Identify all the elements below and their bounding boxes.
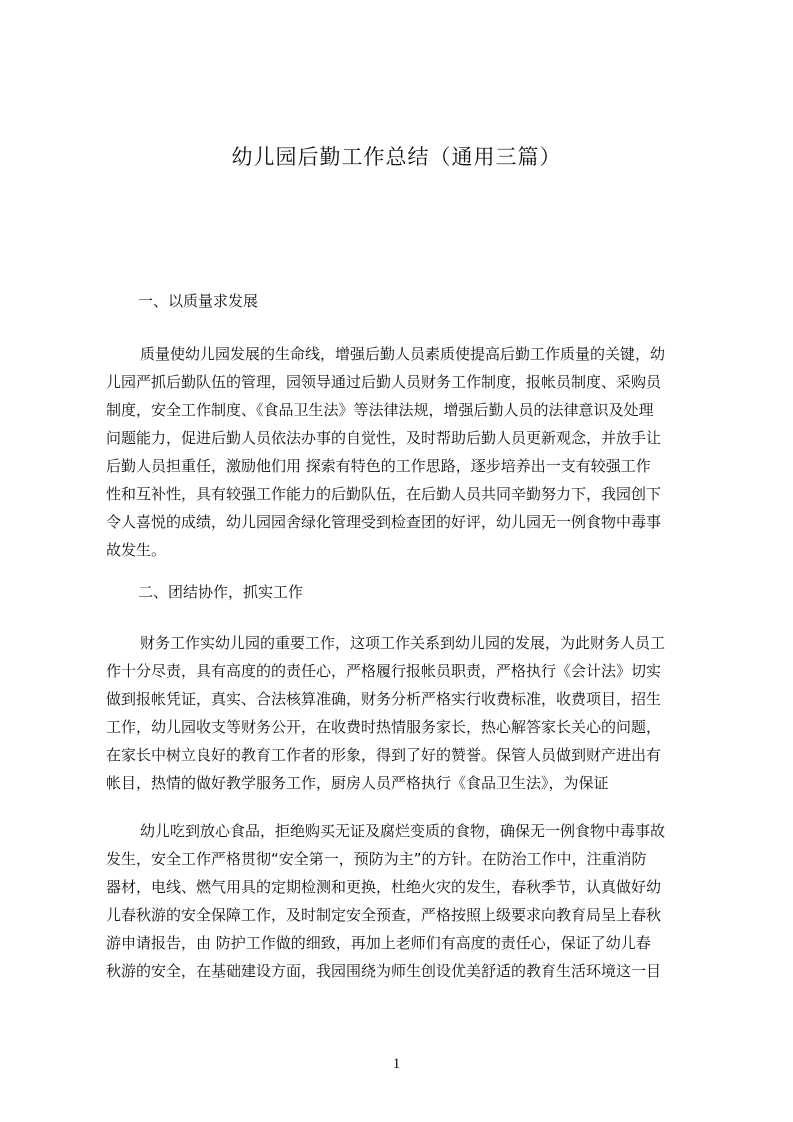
paragraph-2: [106, 629, 702, 797]
page-number: 1: [392, 1056, 401, 1072]
paragraph-line: 游申请报告，由 防护工作做的细致，再加上老师们有高度的责任心，保证了幼儿春: [106, 934, 651, 952]
paragraph-3: [106, 817, 702, 985]
paragraph-line: 帐目，热情的做好教学服务工作，厨房人员严格执行《食品卫生法》，为保证: [106, 774, 609, 792]
paragraph-line: 在家长中树立良好的教育工作者的形象，得到了好的赞誉。保管人员做到财产进出有: [106, 746, 662, 764]
paragraph-line: 问题能力，促进后勤人员依法办事的自觉性，及时帮助后勤人员更新观念，并放手让: [106, 429, 662, 447]
paragraph-line: 性和互补性，具有较强工作能力的后勤队伍，在后勤人员共同辛勤努力下，我园创下: [106, 485, 662, 503]
paragraph-line: 做到报帐凭证，真实、合法核算准确，财务分析严格实行收费标准，收费项目，招生: [106, 690, 662, 708]
paragraph-line: 儿春秋游的安全保障工作，及时制定安全预查，严格按照上级要求向教育局呈上春秋: [106, 906, 662, 924]
paragraph-line: 作十分尽责，具有高度的的责任心，严格履行报帐员职责，严格执行《会计法》切实: [106, 662, 662, 680]
paragraph-line: 质量使幼儿园发展的生命线，增强后勤人员素质使提高后勤工作质量的关键，幼: [140, 345, 666, 363]
paragraph-line: 制度，安全工作制度、《食品卫生法》等法律法规，增强后勤人员的法律意识及处理: [106, 401, 654, 419]
section-heading-2: 二、团结协作，抓实工作: [138, 583, 304, 601]
paragraph-line: 工作，幼儿园收支等财务公开，在收费时热情服务家长，热心解答家长关心的问题，: [106, 718, 662, 736]
paragraph-line: 器材，电线、燃气用具的定期检测和更换，杜绝火灾的发生，春秋季节，认真做好幼: [106, 878, 662, 896]
paragraph-1: [106, 340, 702, 564]
section-heading-1: 一、以质量求发展: [138, 292, 259, 310]
paragraph-line: 后勤人员担重任，激励他们用 探索有特色的工作思路，逐步培养出一支有较强工作: [106, 457, 651, 475]
paragraph-line: 财务工作实幼儿园的重要工作，这项工作关系到幼儿园的发展，为此财务人员工: [140, 634, 666, 652]
paragraph-line: 儿园严抓后勤队伍的管理，园领导通过后勤人员财务工作制度，报帐员制度、采购员: [106, 373, 662, 391]
paragraph-line: 故发生。: [106, 541, 167, 559]
paragraph-line: 发生，安全工作严格贯彻“安全第一，预防为主”的方针。在防治工作中，注重消防: [106, 850, 647, 868]
paragraph-line: 幼儿吃到放心食品，拒绝购买无证及腐烂变质的食物，确保无一例食物中毒事故: [140, 822, 666, 840]
paragraph-line: 秋游的安全，在基础建设方面，我园围绕为师生创设优美舒适的教育生活环境这一目: [106, 962, 662, 980]
paragraph-line: 令人喜悦的成绩，幼儿园园舍绿化管理受到检查团的好评，幼儿园无一例食物中毒事: [106, 513, 662, 531]
document-title: 幼儿园后勤工作总结（通用三篇）: [231, 145, 562, 169]
